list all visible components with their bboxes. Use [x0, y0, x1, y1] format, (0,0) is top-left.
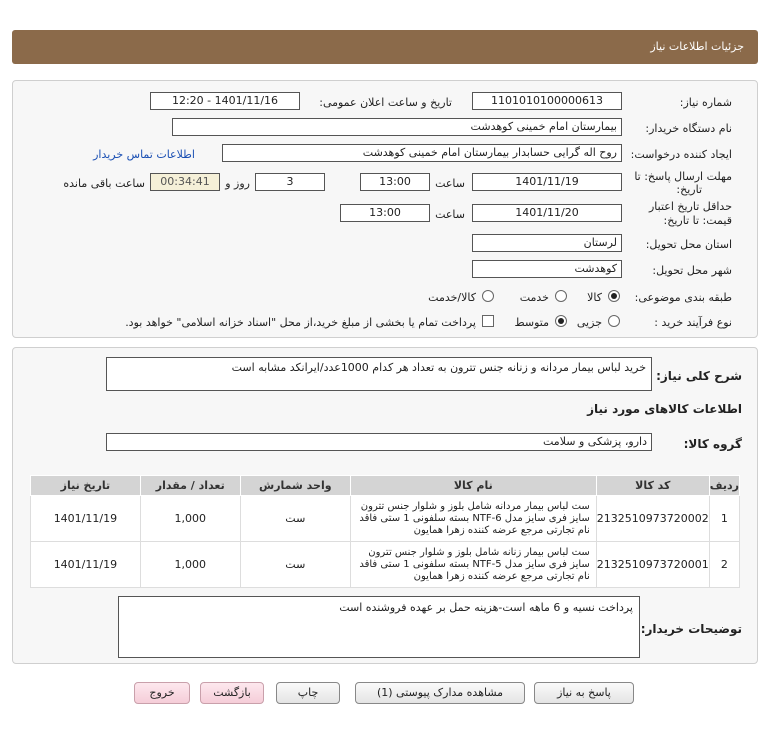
need-number-label: شماره نیاز:: [679, 96, 732, 109]
deadline-label: مهلت ارسال پاسخ: تا: [634, 170, 732, 183]
validity-time-field: 13:00: [340, 204, 430, 222]
process-minor-radio[interactable]: [608, 315, 620, 327]
cell-row: 1: [709, 496, 739, 542]
need-number-field: 1101010100000613: [472, 92, 622, 110]
validity-time-label: ساعت: [435, 208, 465, 221]
validity-label-2: قیمت: تا تاریخ:: [663, 214, 732, 227]
category-service-label: خدمت: [519, 291, 549, 304]
cell-qty: 1,000: [140, 542, 240, 588]
cell-date: 1401/11/19: [31, 542, 141, 588]
announce-label: تاریخ و ساعت اعلان عمومی:: [319, 96, 452, 109]
goods-table: [30, 475, 740, 588]
category-service-radio[interactable]: [555, 290, 567, 302]
category-both-label: کالا/خدمت: [428, 291, 476, 304]
treasury-note: پرداخت تمام یا بخشی از مبلغ خرید،از محل "اسناد خزانه اسلامی" خواهد بود.: [125, 316, 476, 329]
cell-unit: ست: [240, 542, 350, 588]
buyer-notes-label: توضیحات خریدار:: [640, 622, 742, 636]
treasury-checkbox[interactable]: [482, 315, 494, 327]
remaining-time-field: 00:34:41: [150, 173, 220, 191]
goods-table-wrap: [30, 475, 740, 588]
days-label: روز و: [225, 177, 250, 190]
exit-button[interactable]: خروج: [134, 682, 190, 704]
reply-button[interactable]: پاسخ به نیاز: [534, 682, 634, 704]
buyer-contact-link[interactable]: اطلاعات تماس خریدار: [93, 148, 195, 161]
cell-unit: ست: [240, 496, 350, 542]
deadline-time-field: 13:00: [360, 173, 430, 191]
announce-field: 1401/11/16 - 12:20: [150, 92, 300, 110]
page-title-bar: [12, 30, 758, 64]
goods-info-title: اطلاعات کالاهای مورد نیاز: [587, 402, 742, 416]
validity-label: حداقل تاریخ اعتبار: [648, 200, 732, 213]
col-name: نام کالا: [350, 476, 596, 496]
cell-row: 2: [709, 542, 739, 588]
remaining-label: ساعت باقی مانده: [63, 177, 145, 190]
attachments-button[interactable]: مشاهده مدارک پیوستی (1): [355, 682, 525, 704]
city-label: شهر محل تحویل:: [652, 264, 732, 277]
table-header-row: [31, 476, 740, 496]
process-medium-label: متوسط: [514, 316, 549, 329]
general-desc-field: خرید لباس بیمار مردانه و زنانه جنس تترون به تعداد هر کدام 1000عدد/ایرانکد مشابه است: [106, 357, 652, 391]
general-desc-label: شرح کلی نیاز:: [656, 369, 742, 383]
process-minor-label: جزیی: [576, 316, 602, 329]
deadline-time-label: ساعت: [435, 177, 465, 190]
city-field: کوهدشت: [472, 260, 622, 278]
province-label: استان محل تحویل:: [645, 238, 732, 251]
print-button[interactable]: چاپ: [276, 682, 340, 704]
province-field: لرستان: [472, 234, 622, 252]
requester-label: ایجاد کننده درخواست:: [630, 148, 732, 161]
buyer-org-field: بیمارستان امام خمینی کوهدشت: [172, 118, 622, 136]
col-row: ردیف: [709, 476, 739, 496]
cell-name: ست لباس بیمار مردانه شامل بلوز و شلوار جنس تترون سایز فری سایز مدل NTF-6 بسته سلفونی 1 ستی فاقد نام تجارتی مرجع عرضه کننده زهرا همایون: [350, 496, 596, 542]
process-label: نوع فرآیند خرید :: [654, 316, 732, 329]
table-row: [31, 542, 740, 588]
cell-qty: 1,000: [140, 496, 240, 542]
back-button[interactable]: بازگشت: [200, 682, 264, 704]
col-unit: واحد شمارش: [240, 476, 350, 496]
buyer-org-label: نام دستگاه خریدار:: [645, 122, 732, 135]
deadline-date-field: 1401/11/19: [472, 173, 622, 191]
process-medium-radio[interactable]: [555, 315, 567, 327]
category-goods-radio[interactable]: [608, 290, 620, 302]
category-goods-label: کالا: [587, 291, 602, 304]
cell-code: 2132510973720002: [596, 496, 709, 542]
buyer-notes-field: پرداخت نسیه و 6 ماهه است-هزینه حمل بر عهده فروشنده است: [118, 596, 640, 658]
cell-date: 1401/11/19: [31, 496, 141, 542]
validity-date-field: 1401/11/20: [472, 204, 622, 222]
requester-field: روح اله گرایی حسابدار بیمارستان امام خمینی کوهدشت: [222, 144, 622, 162]
col-date: تاریخ نیاز: [31, 476, 141, 496]
category-both-radio[interactable]: [482, 290, 494, 302]
goods-group-field: دارو، پزشکی و سلامت: [106, 433, 652, 451]
cell-name: ست لباس بیمار زنانه شامل بلوز و شلوار جنس تترون سایز فری سایز مدل NTF-5 بسته سلفونی 1 ستی فاقد نام تجارتی مرجع عرضه کننده زهرا همایون: [350, 542, 596, 588]
col-code: کد کالا: [596, 476, 709, 496]
cell-code: 2132510973720001: [596, 542, 709, 588]
category-label: طبقه بندی موضوعی:: [634, 291, 732, 304]
table-row: [31, 496, 740, 542]
days-field: 3: [255, 173, 325, 191]
col-qty: تعداد / مقدار: [140, 476, 240, 496]
page-title: جزئیات اطلاعات نیاز: [650, 40, 744, 53]
deadline-label-2: تاریخ:: [676, 183, 702, 196]
goods-group-label: گروه کالا:: [683, 437, 742, 451]
